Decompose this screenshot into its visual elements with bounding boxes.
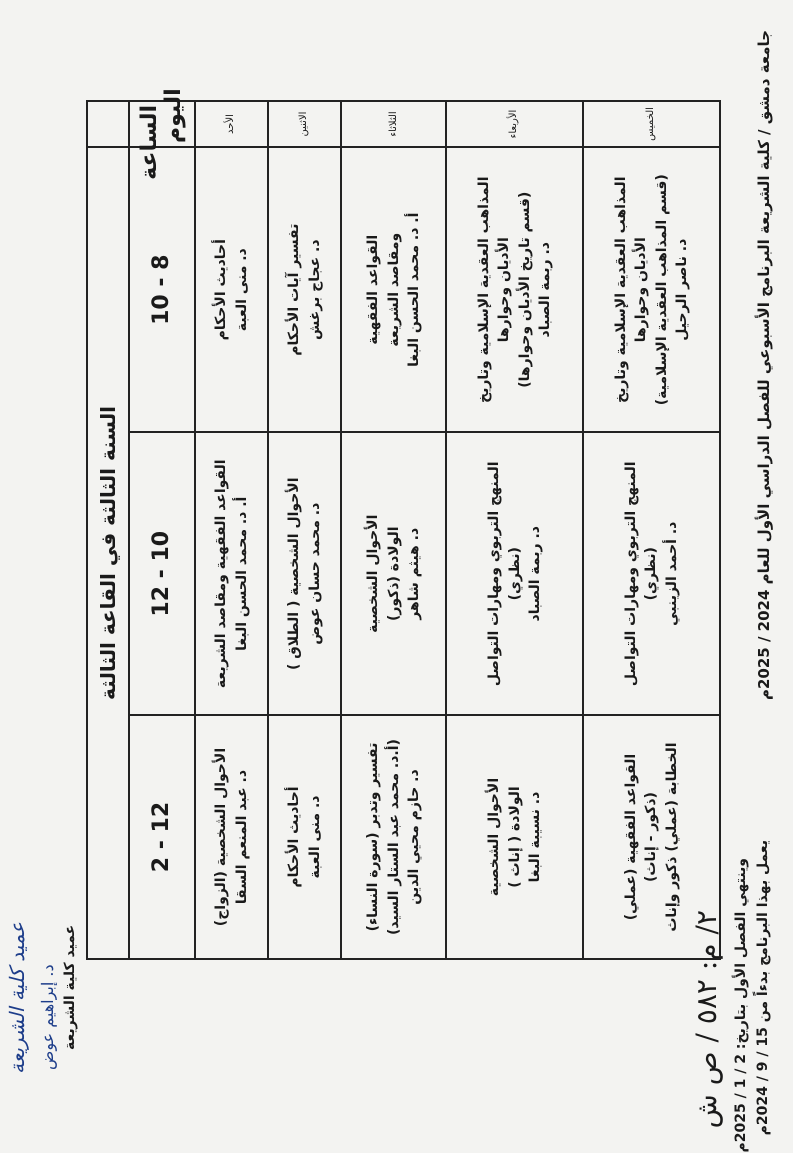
cell-wednesday-1: المذاهب العقدية الإسلامية وتاريخ الأديان وحوارها (قسم تاريخ الأديان وحوارها) د. ربمة الصباد — [446, 147, 583, 432]
slot-8-10: 8 - 10 — [129, 147, 195, 432]
cell-sunday-2: القواعد الفقهية ومقاصد الشريعة أ. د. محمد الحسن البغا — [195, 432, 268, 715]
day-wednesday: الأربعاء — [446, 101, 583, 147]
day-sunday: الأحد — [195, 101, 268, 147]
corner-time: الساعة — [137, 105, 162, 180]
cell-monday-2: الأحوال الشخصية ( الطلاق ) د. محمد حسان عوض — [268, 432, 341, 715]
table-row — [583, 101, 720, 959]
cell-thursday-3: القواعد الفقهية (عملي) (ذكور - إناث) الخطابة (عملي) ذكور وإناث — [583, 715, 720, 959]
table-row — [195, 101, 268, 959]
cell-tuesday-2: الأحوال الشخصية الولادة (ذكور) د. هيثم شاهر — [341, 432, 446, 715]
table-row — [268, 101, 341, 959]
schedule-table — [86, 88, 721, 960]
cell-tuesday-3: تفسير وتدبر (سورة النساء) (أ.د. محمد عبد الستار السيد) د. حازم محيي الدين — [341, 715, 446, 959]
day-tuesday: الثلاثاء — [341, 101, 446, 147]
university-header: جامعة دمشق / كلية الشريعة البرنامج الأسبوعي للفصل الدراسي الأول للعام 2024 / 2025م — [755, 30, 773, 701]
table-row — [341, 101, 446, 959]
cell-sunday-3: الأحوال الشخصية (الزواج) د. عبد المنعم السقا — [195, 715, 268, 959]
day-thursday: الخميس — [583, 101, 720, 147]
signature-name: د. إبراهيم عوض — [38, 964, 57, 1070]
cell-tuesday-1: القواعد الفقهية ومقاصد الشريعة أ. د. محمد الحسن البغا — [341, 147, 446, 432]
signature-title: عميد كلية الشريعة — [62, 924, 78, 1050]
day-monday: الاثنين — [268, 101, 341, 147]
cell-monday-3: أحاديث الأحكام د. منى العبة — [268, 715, 341, 959]
table-row — [446, 101, 583, 959]
slot-12-2: 12 - 2 — [129, 715, 195, 959]
corner-day: اليوم — [161, 88, 187, 143]
cell-monday-1: تفسير آيات الأحكام د. عجاج برغش — [268, 147, 341, 432]
table-title: السنة الثالثة في القاعة الثالثة — [87, 147, 129, 959]
slot-10-12: 10 - 12 — [129, 432, 195, 715]
cell-thursday-1: المذاهب العقدية الإسلامية وتاريخ الأديان وحوارها (قسم المذاهب العقدية الإسلامية) د. ناصر الرحيل — [583, 147, 720, 432]
start-date: يعمل بهذا البرنامج بدءاً من 15 / 9 / 2024م — [755, 840, 771, 1136]
cell-thursday-2: المنهج التربوي ومهارات التواصل (نظري) د. أحمد الزينبي — [583, 432, 720, 715]
corner-cell — [129, 88, 195, 180]
cell-wednesday-3: الأحوال الشخصية الولادة ( إناث ) د. نسيبة البغا — [446, 715, 583, 959]
dean-signature — [0, 921, 170, 1080]
end-date: وينتهي الفصل الأول بتاريخ: 2 / 1 / 2025م — [733, 858, 749, 1153]
reference-number: ٢/ م: ٥٨٢ / ص ش — [690, 910, 723, 1129]
signature-scrawl: عميد كلية الشريعة — [5, 921, 29, 1074]
cell-sunday-1: أحاديث الأحكام د. منى العبة — [195, 147, 268, 432]
table-corner-spacer — [87, 101, 129, 147]
cell-wednesday-2: المنهج التربوي ومهارات التواصل (نظري) د. ربمة الصباد — [446, 432, 583, 715]
